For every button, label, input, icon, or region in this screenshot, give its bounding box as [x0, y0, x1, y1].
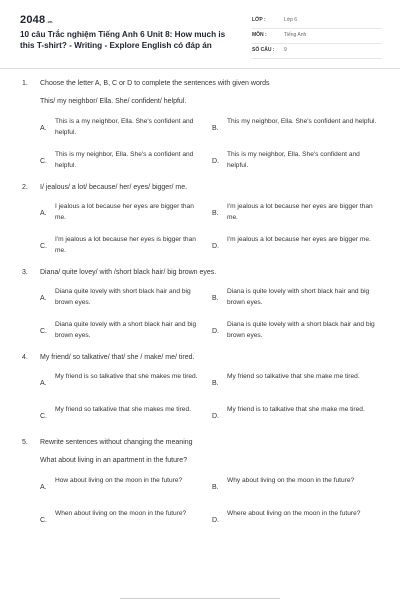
- option-letter: A.: [40, 484, 47, 491]
- prompt-text: What about living in an apartment in the future?: [40, 457, 188, 464]
- header-divider: [0, 68, 400, 69]
- question-text: Rewrite sentences without changing the meaning: [40, 439, 193, 446]
- question-4: [0, 352, 400, 365]
- option-letter: B.: [212, 125, 219, 132]
- option-row: [0, 234, 400, 260]
- option-letter: B.: [212, 484, 219, 491]
- meta-row-count: [252, 44, 382, 59]
- question-text: Choose the letter A, B, C or D to complete the sentences with given words: [40, 80, 270, 87]
- option-text: Why about living on the moon in the future?: [227, 477, 355, 484]
- question-list: [0, 78, 400, 541]
- option-letter: D.: [212, 517, 219, 524]
- question-text: My friend/ so talkative/ that/ she / make/ me/ tired.: [40, 354, 195, 361]
- meta-row-class: [252, 14, 382, 29]
- question-number: 2.: [22, 184, 28, 191]
- meta-key: MÔN :: [252, 32, 267, 38]
- option-text: My friend so talkative that she makes me tired.: [55, 406, 191, 413]
- question-text: Diana/ quite lovey/ with /short black hair/ big brown eyes.: [40, 269, 217, 276]
- option-letter: B.: [212, 380, 219, 387]
- option-row: [0, 149, 400, 175]
- prompt-text: This/ my neighbor/ Ella. She/ confident/ helpful.: [40, 98, 187, 105]
- option-text: My friend is so talkative that she makes me tired.: [55, 373, 198, 380]
- option-row: [0, 371, 400, 397]
- option-letter: D.: [212, 328, 219, 335]
- question-5: [0, 437, 400, 450]
- option-letter: A.: [40, 295, 47, 302]
- option-text: I'm jealous a lot because her eyes are bigger me.: [227, 236, 371, 243]
- document-meta: [252, 14, 382, 59]
- option-row: [0, 116, 400, 142]
- document-title: 10 câu Trắc nghiệm Tiếng Anh 6 Unit 8: How much is this T-shirt? - Writing - Explore English có đáp án: [20, 30, 226, 50]
- option-letter: C.: [40, 328, 47, 335]
- option-text: My friend so talkative that she make me tired.: [227, 373, 360, 380]
- page-header: [0, 0, 400, 62]
- question-number: 4.: [22, 354, 28, 361]
- option-text: This my neighbor, Ella. She's confident and helpful.: [227, 118, 377, 125]
- meta-key: SỐ CÂU :: [252, 47, 275, 53]
- logo-suffix: .vn: [46, 19, 53, 24]
- option-text: Diana is quite lovely with a short black hair and big brown eyes.: [227, 321, 375, 339]
- option-letter: C.: [40, 158, 47, 165]
- meta-key: LỚP :: [252, 17, 266, 23]
- option-row: [0, 201, 400, 227]
- option-row: [0, 475, 400, 501]
- option-text: I'm jealous a lot because her eyes are bigger than me.: [227, 203, 373, 221]
- option-text: Where about living on the moon in the future?: [227, 510, 361, 517]
- option-letter: A.: [40, 125, 47, 132]
- option-letter: A.: [40, 210, 47, 217]
- question-2: [0, 182, 400, 195]
- option-letter: A.: [40, 380, 47, 387]
- meta-value: Lớp 6: [284, 17, 298, 23]
- meta-row-subject: [252, 29, 382, 44]
- option-text: This is my neighbor, Ella. She's confident and helpful.: [227, 151, 360, 169]
- option-text: How about living on the moon in the future?: [55, 477, 183, 484]
- option-row: [0, 319, 400, 345]
- option-text: Diana quite lovely with short black hair and big brown eyes.: [55, 288, 191, 306]
- page-bottom-rule: [120, 598, 280, 599]
- question-number: 1.: [22, 80, 28, 87]
- option-text: This is my neighbor, Ella. She's a confident and helpful.: [55, 151, 194, 169]
- option-letter: D.: [212, 413, 219, 420]
- option-letter: C.: [40, 517, 47, 524]
- meta-value: 9: [284, 47, 287, 53]
- question-prompt: [0, 97, 400, 109]
- question-text: I/ jealous/ a lot/ because/ her/ eyes/ bigger/ me.: [40, 184, 188, 191]
- option-text: I jealous a lot because her eyes are bigger than me.: [55, 203, 194, 221]
- option-letter: C.: [40, 243, 47, 250]
- option-text: I'm jealous a lot because her eyes is bigger than me.: [55, 236, 196, 254]
- option-row: [0, 286, 400, 312]
- site-logo[interactable]: [20, 14, 53, 26]
- option-text: Diana quite lovely with a short black hair and big brown eyes.: [55, 321, 197, 339]
- option-letter: D.: [212, 243, 219, 250]
- question-prompt: [0, 456, 400, 468]
- option-text: This is a my neighbor, Ella. She's confident and helpful.: [55, 118, 194, 136]
- question-number: 5.: [22, 439, 28, 446]
- meta-value: Tiếng Anh: [284, 32, 307, 38]
- question-number: 3.: [22, 269, 28, 276]
- option-text: My friend is to talkative that she make me tired.: [227, 406, 365, 413]
- option-text: Diana is quite lovely with short black hair and big brown eyes.: [227, 288, 370, 306]
- option-letter: B.: [212, 295, 219, 302]
- option-text: When about living on the moon in the future?: [55, 510, 187, 517]
- option-letter: B.: [212, 210, 219, 217]
- option-row: [0, 404, 400, 430]
- question-3: [0, 267, 400, 280]
- option-row: [0, 508, 400, 534]
- option-letter: C.: [40, 413, 47, 420]
- option-letter: D.: [212, 158, 219, 165]
- question-1: [0, 78, 400, 91]
- logo-text: 2048: [20, 14, 46, 26]
